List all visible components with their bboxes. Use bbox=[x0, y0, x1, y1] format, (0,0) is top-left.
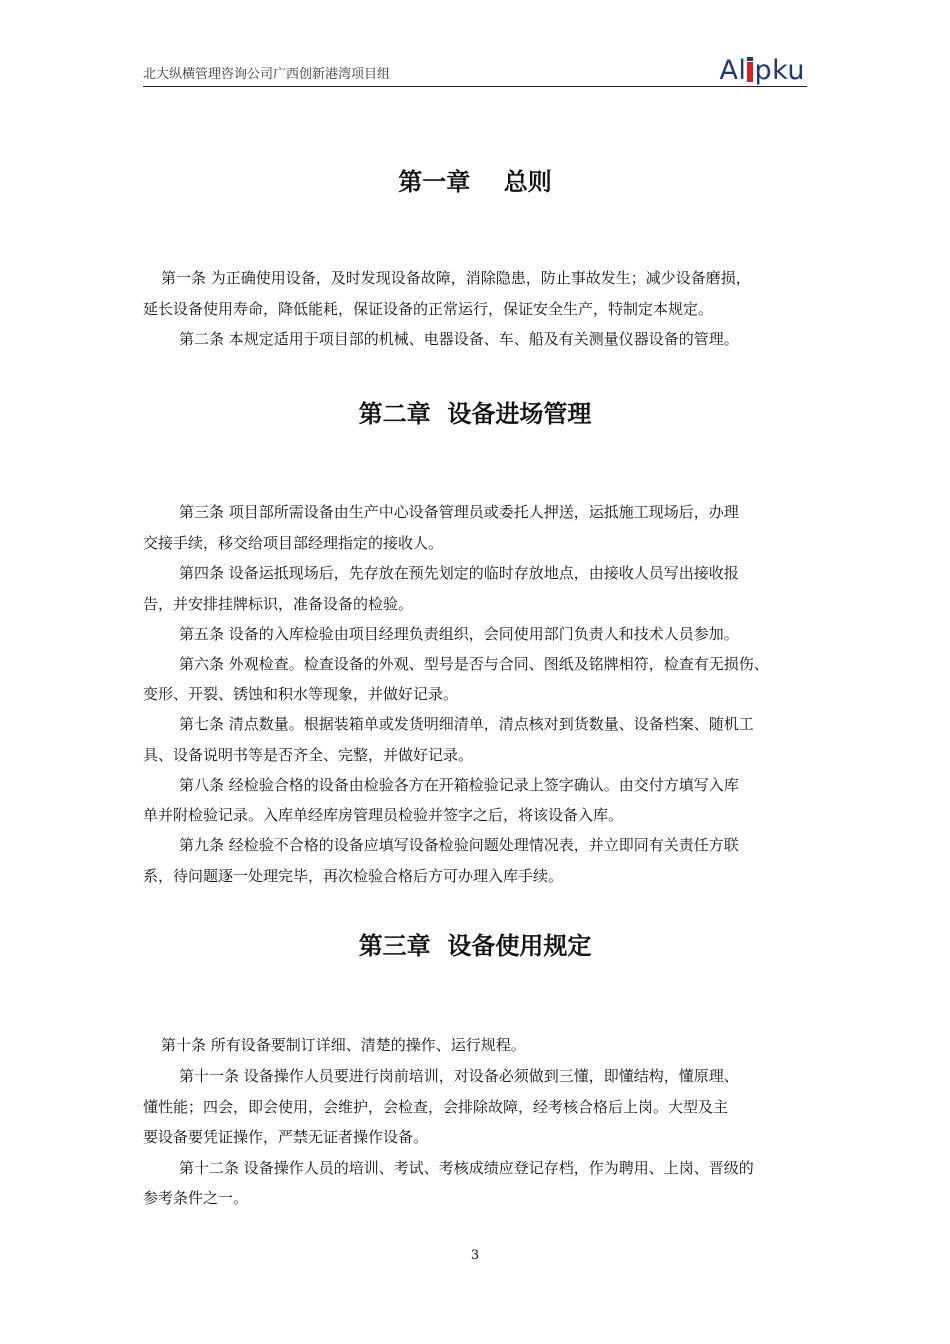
line-9: 第六条 外观检查。检查设备的外观、型号是否与合同、图纸及铭牌相符，检查有无损伤、 bbox=[179, 655, 769, 673]
line-7: 告，并安排挂牌标识，准备设备的检验。 bbox=[143, 595, 414, 613]
line-14: 单并附检验记录。入库单经库房管理员检验并签字之后，将该设备入库。 bbox=[143, 806, 624, 824]
line-20: 要设备要凭证操作，严禁无证者操作设备。 bbox=[143, 1128, 429, 1146]
logo-text-right: pku bbox=[754, 55, 805, 86]
chapter-2-title: 第二章 设备进场管理 bbox=[358, 400, 592, 428]
line-10: 变形、开裂、锈蚀和积水等现象，并做好记录。 bbox=[143, 685, 459, 703]
line-5: 交接手续，移交给项目部经理指定的接收人。 bbox=[143, 534, 444, 552]
line-15: 第九条 经检验不合格的设备应填写设备检验问题处理情况表，并立即同有关责任方联 bbox=[179, 836, 739, 854]
line-13: 第八条 经检验合格的设备由检验各方在开箱检验记录上签字确认。由交付方填写入库 bbox=[179, 776, 739, 794]
line-4: 第三条 项目部所需设备由生产中心设备管理员或委托人押送，运抵施工现场后，办理 bbox=[179, 503, 739, 521]
line-6: 第四条 设备运抵现场后，先存放在预先划定的临时存放地点，由接收人员写出接收报 bbox=[179, 564, 739, 582]
chapter-1-title: 第一章 总则 bbox=[398, 168, 552, 196]
logo-text-left: Al bbox=[719, 55, 747, 86]
line-1: 第一条 为正确使用设备，及时发现设备故障，消除隐患，防止事故发生；减少设备磨损， bbox=[161, 269, 751, 287]
line-8: 第五条 设备的入库检验由项目经理负责组织，会同使用部门负责人和技术人员参加。 bbox=[179, 625, 739, 643]
chapter-3-title: 第三章 设备使用规定 bbox=[358, 932, 592, 960]
header-org-text: 北大纵横管理咨询公司广西创新港湾项目组 bbox=[143, 67, 391, 82]
line-12: 具、设备说明书等是否齐全、完整，并做好记录。 bbox=[143, 746, 474, 764]
page-number: 3 bbox=[470, 1248, 480, 1263]
line-21: 第十二条 设备操作人员的培训、考试、考核成绩应登记存档，作为聘用、上岗、晋级的 bbox=[179, 1159, 754, 1177]
line-11: 第七条 清点数量。根据装箱单或发货明细清单，清点核对到货数量、设备档案、随机工 bbox=[179, 715, 754, 733]
line-22: 参考条件之一。 bbox=[143, 1189, 249, 1207]
line-3: 第二条 本规定适用于项目部的机械、电器设备、车、船及有关测量仪器设备的管理。 bbox=[179, 330, 739, 348]
page-header bbox=[143, 52, 807, 87]
line-17: 第十条 所有设备要制订详细、清楚的操作、运行规程。 bbox=[161, 1036, 526, 1054]
logo-mark-icon bbox=[747, 62, 753, 82]
line-18: 第十一条 设备操作人员要进行岗前培训，对设备必须做到三懂，即懂结构，懂原理、 bbox=[179, 1067, 739, 1085]
line-19: 懂性能；四会，即会使用，会维护，会检查，会排除故障，经考核合格后上岗。大型及主 bbox=[143, 1098, 729, 1116]
line-16: 系，待问题逐一处理完毕，再次检验合格后方可办理入库手续。 bbox=[143, 867, 564, 885]
alpku-logo bbox=[719, 57, 805, 84]
line-2: 延长设备使用寿命，降低能耗，保证设备的正常运行，保证安全生产，特制定本规定。 bbox=[143, 300, 714, 318]
